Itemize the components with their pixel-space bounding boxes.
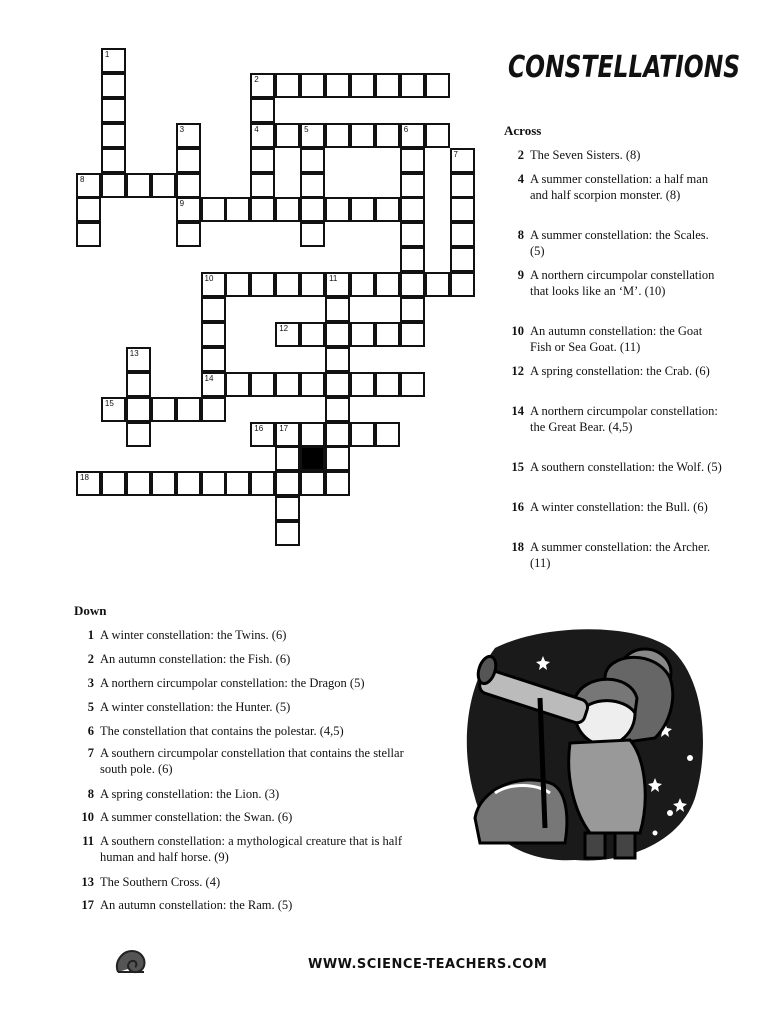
grid-cell bbox=[450, 173, 475, 198]
grid-cell bbox=[250, 73, 275, 98]
clue-number: 18 bbox=[80, 473, 89, 483]
grid-cell bbox=[275, 471, 300, 496]
grid-cell bbox=[300, 471, 325, 496]
grid-cell bbox=[375, 123, 400, 148]
clue-number: 8 bbox=[87, 787, 94, 801]
clue-number: 8 bbox=[517, 228, 524, 242]
grid-cell bbox=[450, 222, 475, 247]
grid-cell bbox=[76, 173, 101, 198]
clue-number: 1 bbox=[104, 50, 110, 59]
grid-cell bbox=[201, 297, 226, 322]
grid-cell bbox=[126, 173, 151, 198]
clue-text: A summer constellation: the Archer. (11) bbox=[530, 540, 711, 570]
grid-cell bbox=[201, 347, 226, 372]
clue-text: The Southern Cross. (4) bbox=[100, 875, 221, 889]
clue-text: A summer constellation: the Swan. (6) bbox=[100, 810, 293, 824]
grid-cell bbox=[250, 471, 275, 496]
clue-text: A southern constellation: a mythological creature that is half human and half horse. (9) bbox=[100, 834, 402, 864]
grid-cell bbox=[275, 123, 300, 148]
grid-cell bbox=[375, 272, 400, 297]
clue-number: 13 bbox=[129, 348, 139, 358]
clue-text: A summer constellation: the Scales. (5) bbox=[530, 228, 709, 258]
clue-text: The constellation that contains the polestar. (4,5) bbox=[100, 724, 344, 738]
grid-cell bbox=[176, 222, 201, 247]
clue-number: 6 bbox=[87, 724, 94, 738]
grid-cell bbox=[126, 372, 151, 397]
grid-cell bbox=[300, 322, 325, 347]
grid-cell bbox=[350, 422, 375, 447]
grid-cell bbox=[425, 123, 450, 148]
clue-text: A winter constellation: the Twins. (6) bbox=[100, 628, 287, 642]
clue-text: A southern circumpolar constellation that contains the stellar south pole. (6) bbox=[100, 746, 404, 776]
grid-cell bbox=[300, 73, 325, 98]
grid-cell bbox=[350, 372, 375, 397]
shell-icon bbox=[114, 948, 148, 976]
grid-cell bbox=[450, 197, 475, 222]
grid-cell bbox=[300, 123, 325, 148]
grid-cell bbox=[375, 372, 400, 397]
grid-cell bbox=[76, 197, 101, 222]
clue-text: A summer constellation: a half man and half scorpion monster. (8) bbox=[530, 172, 709, 202]
clue-text: A spring constellation: the Lion. (3) bbox=[100, 787, 280, 801]
grid-cell bbox=[176, 197, 201, 222]
grid-cell bbox=[176, 148, 201, 173]
grid-cell bbox=[300, 372, 325, 397]
clue-text: The Seven Sisters. (8) bbox=[530, 148, 641, 162]
clue-number: 14 bbox=[511, 404, 524, 418]
clue-number: 2 bbox=[254, 74, 259, 84]
clue-number: 10 bbox=[81, 810, 94, 824]
grid-cell bbox=[250, 422, 275, 447]
clue-number: 3 bbox=[87, 676, 94, 690]
grid-cell bbox=[400, 247, 425, 272]
grid-cell bbox=[325, 123, 350, 148]
clue-number: 5 bbox=[87, 700, 94, 714]
grid-cell bbox=[201, 197, 226, 222]
clue-text: A winter constellation: the Bull. (6) bbox=[530, 500, 708, 514]
clue-number: 5 bbox=[304, 124, 309, 134]
grid-cell bbox=[250, 123, 275, 148]
clue-number: 12 bbox=[279, 323, 289, 333]
grid-cell bbox=[350, 123, 375, 148]
grid-cell bbox=[400, 322, 425, 347]
grid-cell bbox=[101, 471, 126, 496]
clue-number: 7 bbox=[87, 746, 94, 760]
grid-cell bbox=[400, 73, 425, 98]
grid-cell bbox=[450, 148, 475, 173]
grid-cell bbox=[325, 272, 350, 297]
grid-cell bbox=[225, 272, 250, 297]
clue-number: 11 bbox=[82, 834, 94, 848]
grid-cell bbox=[325, 297, 350, 322]
clue-text: A northern circumpolar constellation: the Great Bear. (4,5) bbox=[530, 404, 718, 434]
grid-cell bbox=[400, 222, 425, 247]
clue-text: An autumn constellation: the Goat Fish or Sea Goat. (11) bbox=[530, 324, 703, 354]
grid-cell bbox=[300, 197, 325, 222]
grid-cell bbox=[325, 347, 350, 372]
grid-cell bbox=[325, 471, 350, 496]
grid-cell bbox=[101, 73, 126, 98]
clue-number: 13 bbox=[81, 875, 94, 889]
grid-cell bbox=[375, 422, 400, 447]
clue-number: 15 bbox=[104, 398, 114, 408]
grid-cell bbox=[126, 347, 151, 372]
across-heading: Across bbox=[504, 123, 542, 138]
grid-cell bbox=[151, 471, 176, 496]
grid-cell bbox=[275, 372, 300, 397]
grid-cell bbox=[400, 148, 425, 173]
grid-cell bbox=[250, 173, 275, 198]
clue-text: A northern circumpolar constellation: the Dragon (5) bbox=[100, 676, 365, 690]
grid-cell bbox=[300, 422, 325, 447]
grid-cell bbox=[76, 222, 101, 247]
grid-cell bbox=[275, 272, 300, 297]
clue-number: 11 bbox=[329, 274, 338, 284]
grid-cell bbox=[101, 397, 126, 422]
grid-cell bbox=[350, 197, 375, 222]
grid-cell bbox=[201, 372, 226, 397]
grid-cell bbox=[325, 446, 350, 471]
clue-number: 4 bbox=[517, 172, 524, 186]
grid-cell bbox=[400, 173, 425, 198]
grid-cell bbox=[250, 98, 275, 123]
grid-black-cell bbox=[300, 446, 325, 471]
grid-cell bbox=[325, 197, 350, 222]
clue-text: A southern constellation: the Wolf. (5) bbox=[530, 460, 722, 474]
grid-cell bbox=[325, 397, 350, 422]
grid-cell bbox=[375, 73, 400, 98]
grid-cell bbox=[400, 123, 425, 148]
grid-cell bbox=[101, 123, 126, 148]
grid-cell bbox=[325, 73, 350, 98]
grid-cell bbox=[126, 397, 151, 422]
grid-cell bbox=[151, 397, 176, 422]
grid-cell bbox=[126, 422, 151, 447]
clue-text: A spring constellation: the Crab. (6) bbox=[530, 364, 710, 378]
clue-number: 10 bbox=[511, 324, 524, 338]
grid-cell bbox=[400, 372, 425, 397]
grid-cell bbox=[126, 471, 151, 496]
grid-cell bbox=[375, 322, 400, 347]
grid-cell bbox=[425, 73, 450, 98]
grid-cell bbox=[325, 422, 350, 447]
grid-cell bbox=[300, 148, 325, 173]
clue-number: 2 bbox=[517, 148, 524, 162]
clue-number: 12 bbox=[511, 364, 524, 378]
grid-cell bbox=[225, 197, 250, 222]
grid-cell bbox=[275, 322, 300, 347]
clue-number: 3 bbox=[179, 124, 185, 134]
grid-cell bbox=[101, 148, 126, 173]
grid-cell bbox=[201, 471, 226, 496]
grid-cell bbox=[250, 372, 275, 397]
clue-number: 9 bbox=[517, 268, 524, 282]
grid-cell bbox=[250, 197, 275, 222]
clue-number: 1 bbox=[87, 628, 94, 642]
grid-cell bbox=[176, 173, 201, 198]
clue-number: 16 bbox=[511, 500, 524, 514]
grid-cell bbox=[201, 397, 226, 422]
grid-cell bbox=[225, 372, 250, 397]
grid-cell bbox=[275, 496, 300, 521]
clue-text: An autumn constellation: the Fish. (6) bbox=[100, 652, 291, 666]
grid-cell bbox=[101, 173, 126, 198]
clue-text: An autumn constellation: the Ram. (5) bbox=[100, 898, 293, 912]
astronomer-illustration bbox=[455, 628, 715, 868]
grid-cell bbox=[450, 247, 475, 272]
grid-cell bbox=[300, 222, 325, 247]
grid-cell bbox=[176, 123, 201, 148]
clue-number: 14 bbox=[204, 373, 214, 383]
clue-text: A northern circumpolar constellation that looks like an ‘M’. (10) bbox=[530, 268, 715, 298]
grid-cell bbox=[101, 98, 126, 123]
grid-cell bbox=[425, 272, 450, 297]
grid-cell bbox=[101, 48, 126, 73]
grid-cell bbox=[275, 197, 300, 222]
grid-cell bbox=[275, 422, 300, 447]
grid-cell bbox=[201, 322, 226, 347]
grid-cell bbox=[350, 73, 375, 98]
clue-number: 6 bbox=[403, 124, 409, 134]
clue-number: 4 bbox=[254, 124, 259, 134]
clue-number: 17 bbox=[81, 898, 94, 912]
grid-cell bbox=[275, 446, 300, 471]
grid-cell bbox=[275, 73, 300, 98]
grid-cell bbox=[350, 322, 375, 347]
down-heading: Down bbox=[74, 603, 107, 618]
grid-cell bbox=[176, 471, 201, 496]
clue-number: 7 bbox=[453, 149, 458, 159]
grid-cell bbox=[201, 272, 226, 297]
clue-number: 8 bbox=[80, 174, 85, 184]
page-title: CONSTELLATIONS bbox=[508, 50, 741, 85]
grid-cell bbox=[76, 471, 101, 496]
grid-cell bbox=[225, 471, 250, 496]
grid-cell bbox=[250, 148, 275, 173]
clue-number: 16 bbox=[254, 423, 264, 433]
grid-cell bbox=[450, 272, 475, 297]
grid-cell bbox=[325, 372, 350, 397]
clue-number: 10 bbox=[204, 274, 214, 284]
clue-number: 18 bbox=[511, 540, 524, 554]
clue-number: 9 bbox=[179, 199, 185, 209]
grid-cell bbox=[400, 297, 425, 322]
grid-cell bbox=[350, 272, 375, 297]
clue-number: 17 bbox=[279, 423, 289, 433]
grid-cell bbox=[325, 322, 350, 347]
footer-url: WWW.SCIENCE-TEACHERS.COM bbox=[308, 957, 548, 972]
clue-text: A winter constellation: the Hunter. (5) bbox=[100, 700, 291, 714]
grid-cell bbox=[300, 272, 325, 297]
clue-number: 15 bbox=[511, 460, 524, 474]
grid-cell bbox=[275, 521, 300, 546]
grid-cell bbox=[400, 272, 425, 297]
grid-cell bbox=[300, 173, 325, 198]
grid-cell bbox=[176, 397, 201, 422]
grid-cell bbox=[400, 197, 425, 222]
grid-cell bbox=[375, 197, 400, 222]
grid-cell bbox=[151, 173, 176, 198]
clue-number: 2 bbox=[87, 652, 94, 666]
grid-cell bbox=[250, 272, 275, 297]
